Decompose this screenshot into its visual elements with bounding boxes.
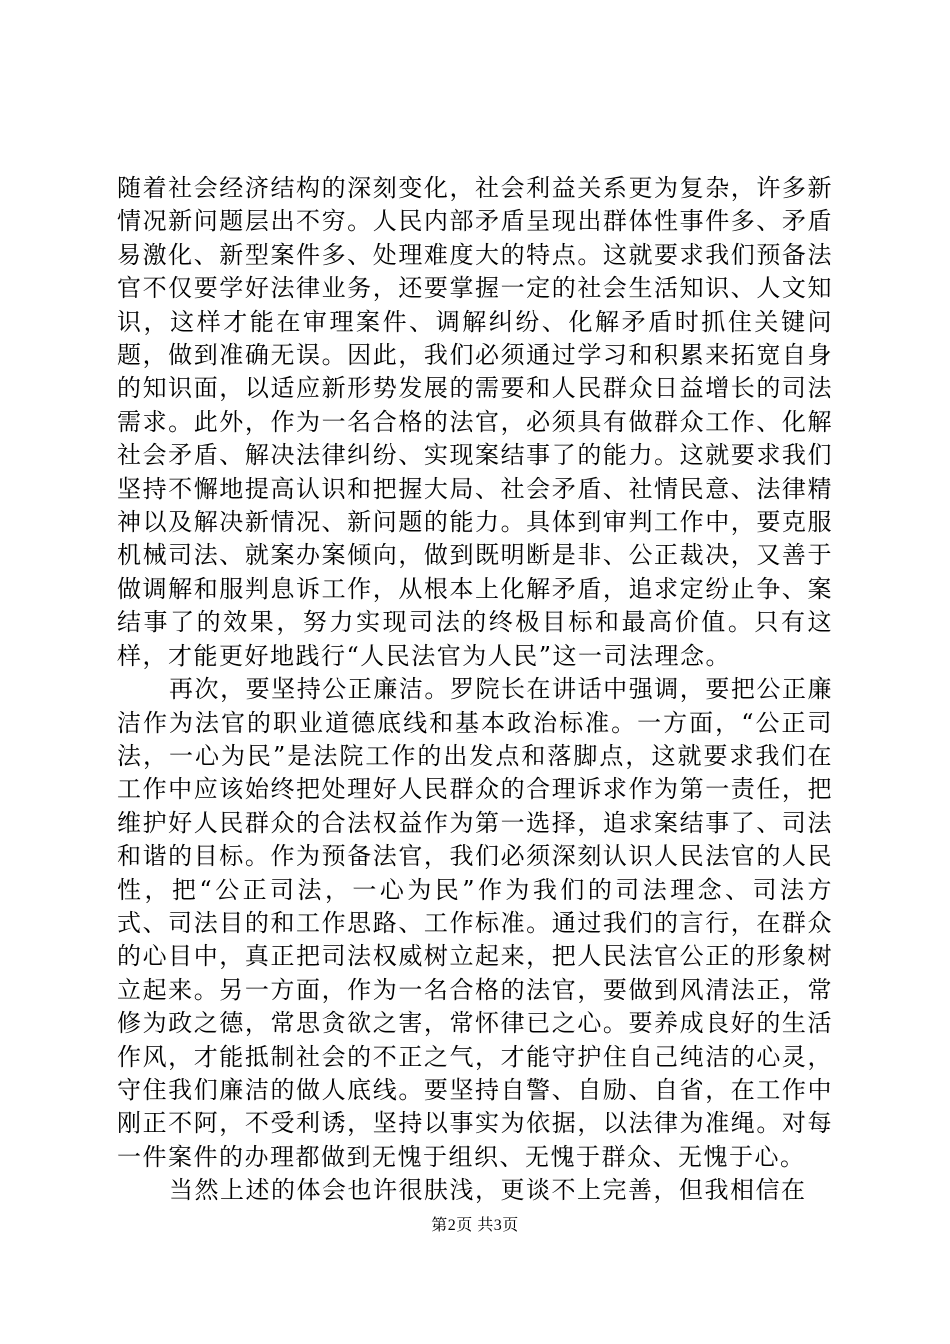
paragraph-integrity: 再次，要坚持公正廉洁。罗院长在讲话中强调，要把公正廉洁作为法官的职业道德底线和基本政治标准。一方面，“公正司法，一心为民”是法院工作的出发点和落脚点，这就要求我们在工作中应该始终把处理好人民群众的合理诉求作为第一责任，把维护好人民群众的合法权益作为第一选择，追求案结事了、司法和谐的目标。作为预备法官，我们必须深刻认识人民法官的人民性，把“公正司法，一心为民”作为我们的司法理念、司法方式、司法目的和工作思路、工作标准。通过我们的言行，在群众的心目中，真正把司法权威树立起来，把人民法官公正的形象树立起来。另一方面，作为一名合格的法官，要做到风清法正，常修为政之德，常思贪欲之害，常怀律已之心。要养成良好的生活作风，才能抵制社会的不正之气，才能守护住自己纯洁的心灵，守住我们廉洁的做人底线。要坚持自警、自励、自省，在工作中刚正不阿，不受利诱，坚持以事实为依据，以法律为准绳。对每一件案件的办理都做到无愧于组织、无愧于群众、无愧于心。 bbox=[117, 675, 833, 1171]
paragraph-conclusion: 当然上述的体会也许很肤浅，更谈不上完善，但我相信在 bbox=[169, 1176, 807, 1205]
document-body bbox=[117, 172, 833, 1208]
paragraph-knowledge: 随着社会经济结构的深刻变化，社会利益关系更为复杂，许多新情况新问题层出不穷。人民内部矛盾呈现出群体性事件多、矛盾易激化、新型案件多、处理难度大的特点。这就要求我们预备法官不仅要学好法律业务，还要掌握一定的社会生活知识、人文知识，这样才能在审理案件、调解纠纷、化解矛盾时抓住关键问题，做到准确无误。因此，我们必须通过学习和积累来拓宽自身的知识面，以适应新形势发展的需要和人民群众日益增长的司法需求。此外，作为一名合格的法官，必须具有做群众工作、化解社会矛盾、解决法律纠纷、实现案结事了的能力。这就要求我们坚持不懈地提高认识和把握大局、社会矛盾、社情民意、法律精神以及解决新情况、新问题的能力。具体到审判工作中，要克服机械司法、就案办案倾向，做到既明断是非、公正裁决，又善于做调解和服判息诉工作，从根本上化解矛盾，追求定纷止争、案结事了的效果，努力实现司法的终极目标和最高价值。只有这样，才能更好地践行“人民法官为人民”这一司法理念。 bbox=[117, 174, 833, 670]
page-number-footer: 第2页 共3页 bbox=[431, 1217, 519, 1234]
